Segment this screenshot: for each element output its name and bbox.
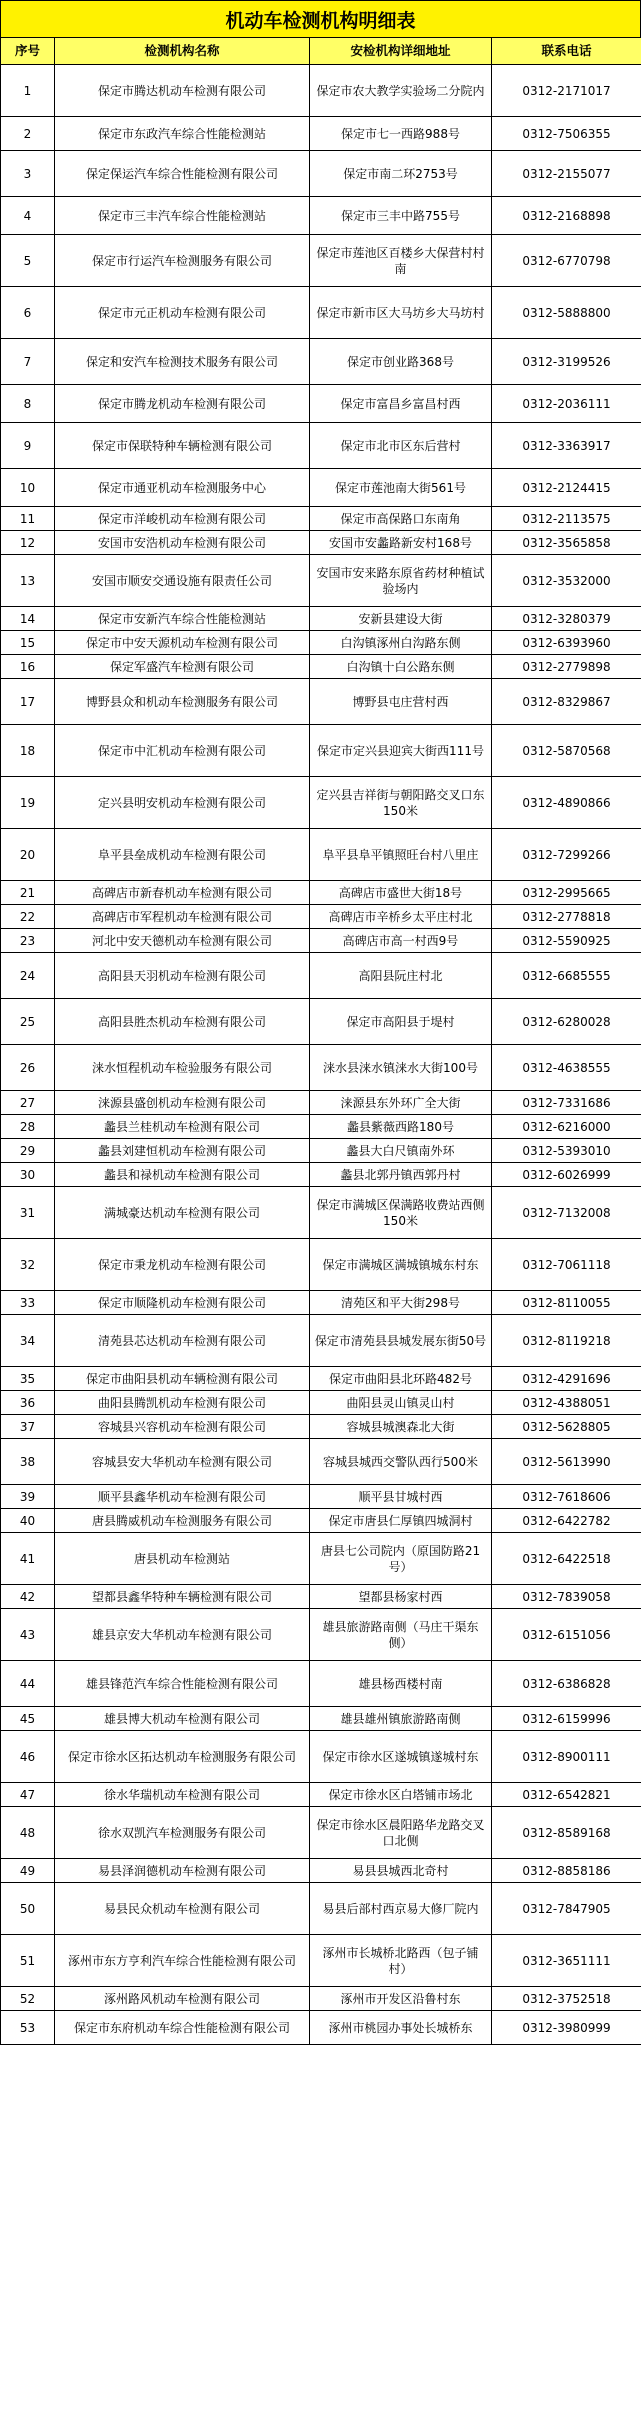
- table-row: [1, 999, 641, 1045]
- row-phone: 0312-6280028: [492, 999, 641, 1045]
- table-row: [1, 1115, 641, 1139]
- table-row: [1, 531, 641, 555]
- row-agency-address: 保定市徐水区白塔铺市场北: [310, 1783, 492, 1807]
- row-agency-address: 保定市北市区东后营村: [310, 423, 492, 469]
- row-agency-name: 保定市三丰汽车综合性能检测站: [55, 197, 310, 235]
- row-phone: 0312-7132008: [492, 1187, 641, 1239]
- row-phone: 0312-6151056: [492, 1609, 641, 1661]
- row-phone: 0312-2171017: [492, 65, 641, 117]
- row-serial-number: 6: [1, 287, 55, 339]
- row-serial-number: 4: [1, 197, 55, 235]
- row-phone: 0312-5888800: [492, 287, 641, 339]
- table-row: [1, 1091, 641, 1115]
- row-agency-address: 高碑店市高一村西9号: [310, 929, 492, 953]
- table-row: [1, 1315, 641, 1367]
- table-row: [1, 151, 641, 197]
- row-phone: 0312-7618606: [492, 1485, 641, 1509]
- row-phone: 0312-8329867: [492, 679, 641, 725]
- row-agency-name: 阜平县垒成机动车检测有限公司: [55, 829, 310, 881]
- table-row: [1, 1661, 641, 1707]
- row-phone: 0312-6542821: [492, 1783, 641, 1807]
- table-row: [1, 953, 641, 999]
- row-agency-name: 保定和安汽车检测技术服务有限公司: [55, 339, 310, 385]
- row-phone: 0312-4638555: [492, 1045, 641, 1091]
- row-agency-name: 保定市洋峻机动车检测有限公司: [55, 507, 310, 531]
- header-phone: 联系电话: [492, 38, 641, 65]
- row-serial-number: 13: [1, 555, 55, 607]
- row-phone: 0312-8110055: [492, 1291, 641, 1315]
- row-serial-number: 41: [1, 1533, 55, 1585]
- row-agency-address: 涞源县东外环广全大街: [310, 1091, 492, 1115]
- row-agency-name: 高阳县天羽机动车检测有限公司: [55, 953, 310, 999]
- row-phone: 0312-6422518: [492, 1533, 641, 1585]
- row-agency-name: 保定市东府机动车综合性能检测有限公司: [55, 2011, 310, 2045]
- row-phone: 0312-5870568: [492, 725, 641, 777]
- row-agency-address: 白沟镇涿州白沟路东侧: [310, 631, 492, 655]
- table-row: [1, 1239, 641, 1291]
- row-phone: 0312-6159996: [492, 1707, 641, 1731]
- table-row: [1, 1509, 641, 1533]
- row-agency-name: 高碑店市军程机动车检测有限公司: [55, 905, 310, 929]
- row-agency-address: 易县后部村西京易大修厂院内: [310, 1883, 492, 1935]
- table-row: [1, 1883, 641, 1935]
- row-agency-address: 涿州市开发区沿鲁村东: [310, 1987, 492, 2011]
- row-serial-number: 53: [1, 2011, 55, 2045]
- row-serial-number: 34: [1, 1315, 55, 1367]
- table-row: [1, 631, 641, 655]
- table-row: [1, 905, 641, 929]
- row-phone: 0312-6216000: [492, 1115, 641, 1139]
- row-serial-number: 33: [1, 1291, 55, 1315]
- row-agency-name: 满城豪达机动车检测有限公司: [55, 1187, 310, 1239]
- row-agency-address: 保定市定兴县迎宾大街西111号: [310, 725, 492, 777]
- row-serial-number: 23: [1, 929, 55, 953]
- row-agency-address: 保定市三丰中路755号: [310, 197, 492, 235]
- row-serial-number: 30: [1, 1163, 55, 1187]
- row-agency-name: 保定市秉龙机动车检测有限公司: [55, 1239, 310, 1291]
- row-serial-number: 31: [1, 1187, 55, 1239]
- row-phone: 0312-3752518: [492, 1987, 641, 2011]
- row-serial-number: 35: [1, 1367, 55, 1391]
- row-agency-name: 涞水恒程机动车检验服务有限公司: [55, 1045, 310, 1091]
- row-serial-number: 12: [1, 531, 55, 555]
- table-row: [1, 1609, 641, 1661]
- table-row: [1, 197, 641, 235]
- row-serial-number: 11: [1, 507, 55, 531]
- row-serial-number: 49: [1, 1859, 55, 1883]
- header-agency-address: 安检机构详细地址: [310, 38, 492, 65]
- row-agency-address: 保定市莲池区百楼乡大保营村村南: [310, 235, 492, 287]
- header-serial-number: 序号: [1, 38, 55, 65]
- header-row: [1, 38, 641, 65]
- table-row: [1, 679, 641, 725]
- row-serial-number: 3: [1, 151, 55, 197]
- row-serial-number: 52: [1, 1987, 55, 2011]
- table-row: [1, 1415, 641, 1439]
- row-agency-address: 保定市曲阳县北环路482号: [310, 1367, 492, 1391]
- row-serial-number: 15: [1, 631, 55, 655]
- row-agency-address: 望都县杨家村西: [310, 1585, 492, 1609]
- row-serial-number: 7: [1, 339, 55, 385]
- row-phone: 0312-2036111: [492, 385, 641, 423]
- row-agency-address: 保定市满城区保满路收费站西侧150米: [310, 1187, 492, 1239]
- row-serial-number: 48: [1, 1807, 55, 1859]
- table-row: [1, 929, 641, 953]
- row-agency-address: 保定市满城区满城镇城东村东: [310, 1239, 492, 1291]
- table-row: [1, 1585, 641, 1609]
- row-agency-name: 易县民众机动车检测有限公司: [55, 1883, 310, 1935]
- header-agency-name: 检测机构名称: [55, 38, 310, 65]
- table-row: [1, 65, 641, 117]
- row-phone: 0312-7331686: [492, 1091, 641, 1115]
- row-agency-address: 涿州市长城桥北路西（包子铺村）: [310, 1935, 492, 1987]
- row-agency-address: 保定市富昌乡富昌村西: [310, 385, 492, 423]
- row-phone: 0312-6685555: [492, 953, 641, 999]
- row-agency-address: 高碑店市盛世大街18号: [310, 881, 492, 905]
- row-serial-number: 32: [1, 1239, 55, 1291]
- row-agency-name: 徐水华瑞机动车检测有限公司: [55, 1783, 310, 1807]
- row-agency-address: 保定市新市区大马坊乡大马坊村: [310, 287, 492, 339]
- row-serial-number: 21: [1, 881, 55, 905]
- table-row: [1, 1391, 641, 1415]
- table-row: [1, 1707, 641, 1731]
- row-phone: 0312-7506355: [492, 117, 641, 151]
- row-agency-name: 安国市顺安交通设施有限责任公司: [55, 555, 310, 607]
- row-serial-number: 17: [1, 679, 55, 725]
- row-agency-address: 保定市高阳县于堤村: [310, 999, 492, 1045]
- row-agency-name: 唐县腾威机动车检测服务有限公司: [55, 1509, 310, 1533]
- row-agency-address: 阜平县阜平镇照旺台村八里庄: [310, 829, 492, 881]
- row-serial-number: 9: [1, 423, 55, 469]
- row-serial-number: 26: [1, 1045, 55, 1091]
- row-serial-number: 44: [1, 1661, 55, 1707]
- row-agency-name: 安国市安浩机动车检测有限公司: [55, 531, 310, 555]
- table-row: [1, 1731, 641, 1783]
- table-row: [1, 777, 641, 829]
- table-row: [1, 287, 641, 339]
- row-phone: 0312-2779898: [492, 655, 641, 679]
- row-agency-address: 高碑店市辛桥乡太平庄村北: [310, 905, 492, 929]
- row-agency-name: 易县泽润德机动车检测有限公司: [55, 1859, 310, 1883]
- table-row: [1, 1439, 641, 1485]
- row-serial-number: 28: [1, 1115, 55, 1139]
- row-serial-number: 42: [1, 1585, 55, 1609]
- row-agency-name: 保定市中汇机动车检测有限公司: [55, 725, 310, 777]
- row-agency-name: 保定保运汽车综合性能检测有限公司: [55, 151, 310, 197]
- row-serial-number: 39: [1, 1485, 55, 1509]
- row-agency-address: 保定市莲池南大街561号: [310, 469, 492, 507]
- row-serial-number: 14: [1, 607, 55, 631]
- table-row: [1, 1291, 641, 1315]
- row-agency-address: 清苑区和平大街298号: [310, 1291, 492, 1315]
- row-agency-address: 安国市安来路东原省药材种植试验场内: [310, 555, 492, 607]
- row-phone: 0312-2168898: [492, 197, 641, 235]
- row-agency-name: 保定市顺隆机动车检测有限公司: [55, 1291, 310, 1315]
- table-row: [1, 1485, 641, 1509]
- row-phone: 0312-7839058: [492, 1585, 641, 1609]
- row-agency-name: 保定市中安天源机动车检测有限公司: [55, 631, 310, 655]
- row-phone: 0312-6026999: [492, 1163, 641, 1187]
- row-phone: 0312-3532000: [492, 555, 641, 607]
- row-phone: 0312-8589168: [492, 1807, 641, 1859]
- table-row: [1, 829, 641, 881]
- row-phone: 0312-6393960: [492, 631, 641, 655]
- row-agency-address: 容城县城西交警队西行500米: [310, 1439, 492, 1485]
- table-row: [1, 1807, 641, 1859]
- row-phone: 0312-6386828: [492, 1661, 641, 1707]
- row-agency-address: 白沟镇十白公路东侧: [310, 655, 492, 679]
- row-phone: 0312-6422782: [492, 1509, 641, 1533]
- row-serial-number: 19: [1, 777, 55, 829]
- row-agency-name: 保定市腾龙机动车检测有限公司: [55, 385, 310, 423]
- table-row: [1, 339, 641, 385]
- table-row: [1, 2011, 641, 2045]
- row-serial-number: 5: [1, 235, 55, 287]
- table-row: [1, 423, 641, 469]
- row-agency-name: 涿州市东方亨利汽车综合性能检测有限公司: [55, 1935, 310, 1987]
- table-row: [1, 881, 641, 905]
- row-serial-number: 8: [1, 385, 55, 423]
- row-phone: 0312-3363917: [492, 423, 641, 469]
- row-agency-address: 雄县旅游路南侧（马庄干渠东侧）: [310, 1609, 492, 1661]
- row-agency-name: 曲阳县腾凯机动车检测有限公司: [55, 1391, 310, 1415]
- row-agency-address: 易县县城西北奇村: [310, 1859, 492, 1883]
- row-agency-name: 高阳县胜杰机动车检测有限公司: [55, 999, 310, 1045]
- row-phone: 0312-4291696: [492, 1367, 641, 1391]
- row-agency-name: 蠡县兰桂机动车检测有限公司: [55, 1115, 310, 1139]
- table-row: [1, 1987, 641, 2011]
- row-serial-number: 1: [1, 65, 55, 117]
- row-agency-address: 保定市唐县仁厚镇四城洞村: [310, 1509, 492, 1533]
- row-agency-name: 保定市安新汽车综合性能检测站: [55, 607, 310, 631]
- row-agency-address: 雄县杨西楼村南: [310, 1661, 492, 1707]
- row-serial-number: 37: [1, 1415, 55, 1439]
- row-agency-name: 蠡县和禄机动车检测有限公司: [55, 1163, 310, 1187]
- row-serial-number: 20: [1, 829, 55, 881]
- row-phone: 0312-2155077: [492, 151, 641, 197]
- row-phone: 0312-7299266: [492, 829, 641, 881]
- table-row: [1, 117, 641, 151]
- row-agency-name: 唐县机动车检测站: [55, 1533, 310, 1585]
- row-agency-address: 保定市创业路368号: [310, 339, 492, 385]
- row-agency-address: 容城县城澳森北大街: [310, 1415, 492, 1439]
- row-phone: 0312-5628805: [492, 1415, 641, 1439]
- row-agency-name: 高碑店市新春机动车检测有限公司: [55, 881, 310, 905]
- row-agency-name: 保定市腾达机动车检测有限公司: [55, 65, 310, 117]
- row-agency-address: 定兴县吉祥街与朝阳路交叉口东150米: [310, 777, 492, 829]
- row-agency-address: 涞水县涞水镇涞水大街100号: [310, 1045, 492, 1091]
- row-serial-number: 25: [1, 999, 55, 1045]
- table-row: [1, 1187, 641, 1239]
- row-phone: 0312-8900111: [492, 1731, 641, 1783]
- row-agency-name: 容城县安大华机动车检测有限公司: [55, 1439, 310, 1485]
- row-serial-number: 40: [1, 1509, 55, 1533]
- row-phone: 0312-8858186: [492, 1859, 641, 1883]
- table-row: [1, 1533, 641, 1585]
- row-agency-address: 保定市清苑县县城发展东街50号: [310, 1315, 492, 1367]
- row-phone: 0312-3651111: [492, 1935, 641, 1987]
- row-agency-name: 保定市通亚机动车检测服务中心: [55, 469, 310, 507]
- row-agency-address: 保定市徐水区晨阳路华龙路交叉口北侧: [310, 1807, 492, 1859]
- row-serial-number: 22: [1, 905, 55, 929]
- row-agency-name: 保定市曲阳县机动车辆检测有限公司: [55, 1367, 310, 1391]
- row-phone: 0312-4890866: [492, 777, 641, 829]
- row-agency-address: 保定市七一西路988号: [310, 117, 492, 151]
- row-agency-name: 保定市元正机动车检测有限公司: [55, 287, 310, 339]
- table-row: [1, 725, 641, 777]
- row-agency-address: 保定市农大教学实验场二分院内: [310, 65, 492, 117]
- table-row: [1, 469, 641, 507]
- row-phone: 0312-2113575: [492, 507, 641, 531]
- table-row: [1, 655, 641, 679]
- row-phone: 0312-5590925: [492, 929, 641, 953]
- row-agency-address: 唐县七公司院内（原国防路21号）: [310, 1533, 492, 1585]
- row-agency-name: 涞源县盛创机动车检测有限公司: [55, 1091, 310, 1115]
- row-agency-name: 望都县鑫华特种车辆检测有限公司: [55, 1585, 310, 1609]
- row-agency-address: 安新县建设大街: [310, 607, 492, 631]
- row-phone: 0312-2124415: [492, 469, 641, 507]
- table-title: 机动车检测机构明细表: [0, 0, 641, 38]
- table-body: [1, 65, 641, 2045]
- row-agency-name: 博野县众和机动车检测服务有限公司: [55, 679, 310, 725]
- table-row: [1, 607, 641, 631]
- row-serial-number: 2: [1, 117, 55, 151]
- table-row: [1, 1783, 641, 1807]
- row-phone: 0312-6770798: [492, 235, 641, 287]
- row-serial-number: 47: [1, 1783, 55, 1807]
- row-phone: 0312-3280379: [492, 607, 641, 631]
- row-agency-address: 保定市南二环2753号: [310, 151, 492, 197]
- row-agency-name: 徐水双凯汽车检测服务有限公司: [55, 1807, 310, 1859]
- row-agency-address: 顺平县甘城村西: [310, 1485, 492, 1509]
- row-agency-address: 安国市安蠡路新安村168号: [310, 531, 492, 555]
- row-serial-number: 24: [1, 953, 55, 999]
- row-agency-name: 保定市保联特种车辆检测有限公司: [55, 423, 310, 469]
- inspection-agency-table: [0, 37, 641, 2045]
- row-phone: 0312-7847905: [492, 1883, 641, 1935]
- row-serial-number: 38: [1, 1439, 55, 1485]
- table-row: [1, 1367, 641, 1391]
- row-agency-name: 保定市东政汽车综合性能检测站: [55, 117, 310, 151]
- row-agency-address: 博野县屯庄营村西: [310, 679, 492, 725]
- row-serial-number: 51: [1, 1935, 55, 1987]
- row-phone: 0312-2778818: [492, 905, 641, 929]
- row-agency-name: 蠡县刘建恒机动车检测有限公司: [55, 1139, 310, 1163]
- table-row: [1, 385, 641, 423]
- row-phone: 0312-3980999: [492, 2011, 641, 2045]
- row-agency-name: 定兴县明安机动车检测有限公司: [55, 777, 310, 829]
- row-agency-address: 保定市高保路口东南角: [310, 507, 492, 531]
- row-serial-number: 36: [1, 1391, 55, 1415]
- row-phone: 0312-4388051: [492, 1391, 641, 1415]
- table-row: [1, 1139, 641, 1163]
- row-agency-name: 保定市徐水区拓达机动车检测服务有限公司: [55, 1731, 310, 1783]
- row-agency-address: 蠡县大白尺镇南外环: [310, 1139, 492, 1163]
- table-row: [1, 1859, 641, 1883]
- row-agency-address: 蠡县北郭丹镇西郭丹村: [310, 1163, 492, 1187]
- row-serial-number: 29: [1, 1139, 55, 1163]
- row-agency-address: 曲阳县灵山镇灵山村: [310, 1391, 492, 1415]
- row-serial-number: 50: [1, 1883, 55, 1935]
- table-row: [1, 555, 641, 607]
- row-serial-number: 10: [1, 469, 55, 507]
- row-agency-name: 顺平县鑫华机动车检测有限公司: [55, 1485, 310, 1509]
- row-phone: 0312-3199526: [492, 339, 641, 385]
- row-agency-address: 涿州市桃园办事处长城桥东: [310, 2011, 492, 2045]
- row-serial-number: 46: [1, 1731, 55, 1783]
- row-phone: 0312-5613990: [492, 1439, 641, 1485]
- row-agency-name: 雄县博大机动车检测有限公司: [55, 1707, 310, 1731]
- row-agency-address: 高阳县阮庄村北: [310, 953, 492, 999]
- row-serial-number: 16: [1, 655, 55, 679]
- table-row: [1, 1045, 641, 1091]
- row-agency-name: 雄县京安大华机动车检测有限公司: [55, 1609, 310, 1661]
- row-serial-number: 43: [1, 1609, 55, 1661]
- row-agency-name: 保定市行运汽车检测服务有限公司: [55, 235, 310, 287]
- row-agency-address: 保定市徐水区遂城镇遂城村东: [310, 1731, 492, 1783]
- row-phone: 0312-2995665: [492, 881, 641, 905]
- row-agency-name: 河北中安天德机动车检测有限公司: [55, 929, 310, 953]
- row-agency-address: 雄县雄州镇旅游路南侧: [310, 1707, 492, 1731]
- row-phone: 0312-5393010: [492, 1139, 641, 1163]
- row-phone: 0312-3565858: [492, 531, 641, 555]
- table-row: [1, 1163, 641, 1187]
- row-agency-name: 雄县锋范汽车综合性能检测有限公司: [55, 1661, 310, 1707]
- row-agency-name: 涿州路风机动车检测有限公司: [55, 1987, 310, 2011]
- row-agency-name: 保定军盛汽车检测有限公司: [55, 655, 310, 679]
- row-serial-number: 27: [1, 1091, 55, 1115]
- row-phone: 0312-8119218: [492, 1315, 641, 1367]
- row-agency-name: 清苑县芯达机动车检测有限公司: [55, 1315, 310, 1367]
- row-agency-address: 蠡县紫薇西路180号: [310, 1115, 492, 1139]
- row-agency-name: 容城县兴容机动车检测有限公司: [55, 1415, 310, 1439]
- table-row: [1, 1935, 641, 1987]
- row-serial-number: 45: [1, 1707, 55, 1731]
- row-phone: 0312-7061118: [492, 1239, 641, 1291]
- table-row: [1, 235, 641, 287]
- row-serial-number: 18: [1, 725, 55, 777]
- table-row: [1, 507, 641, 531]
